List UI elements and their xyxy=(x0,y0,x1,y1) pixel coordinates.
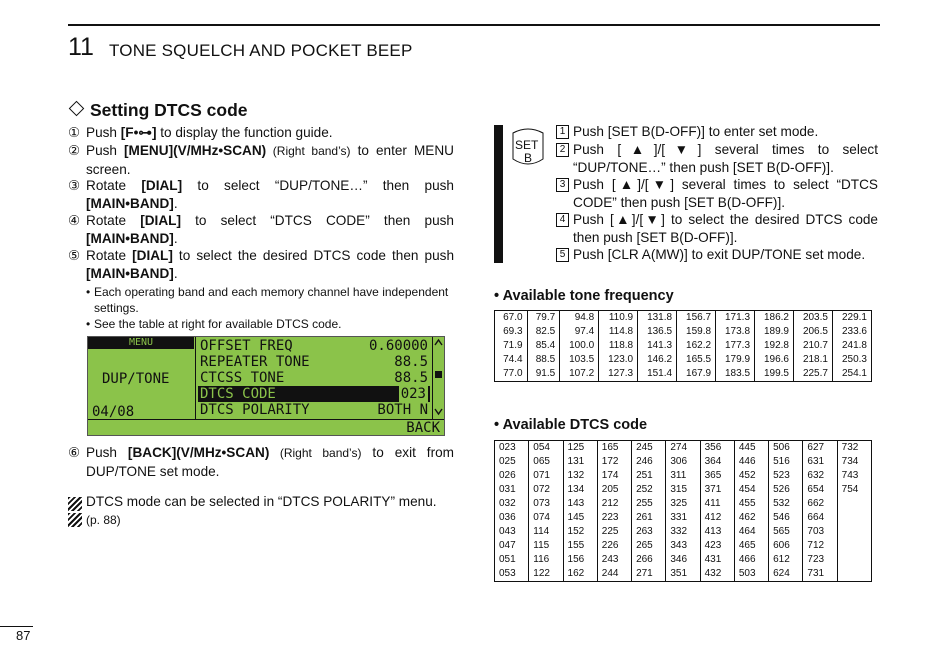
set-step-1 xyxy=(556,123,878,141)
key-dial: [DIAL] xyxy=(132,248,173,263)
key-main-band: [MAIN•BAND] xyxy=(86,230,174,246)
table-cell: 132 xyxy=(563,469,597,483)
section-title xyxy=(68,100,248,121)
table-cell: 423 xyxy=(700,539,734,553)
table-cell: 466 xyxy=(734,553,768,567)
table-cell: 155 xyxy=(563,539,597,553)
set-step-3 xyxy=(556,176,878,211)
lcd-menu-row xyxy=(198,338,430,354)
table-cell: 67.0 xyxy=(495,311,528,326)
table-cell: 143 xyxy=(563,497,597,511)
table-row xyxy=(495,497,872,511)
step-number: ③ xyxy=(68,178,81,193)
table-cell: 243 xyxy=(597,553,631,567)
table-cell: 131.8 xyxy=(638,311,677,326)
table-cell: 131 xyxy=(563,455,597,469)
step-text: . xyxy=(173,230,178,246)
table-cell: 94.8 xyxy=(560,311,599,326)
table-cell: 306 xyxy=(666,455,700,469)
set-step-number: 3 xyxy=(556,178,569,192)
table-cell: 455 xyxy=(734,497,768,511)
table-cell: 165.5 xyxy=(677,353,716,367)
table-cell: 532 xyxy=(769,497,803,511)
table-cell: 031 xyxy=(495,483,529,497)
table-cell: 118.8 xyxy=(599,339,638,353)
step-number: ② xyxy=(68,143,81,158)
table-cell: 311 xyxy=(666,469,700,483)
key-back: [BACK](V/MHz•SCAN) xyxy=(127,445,270,460)
table-row xyxy=(495,441,872,456)
diamond-icon xyxy=(69,101,85,117)
note-text: See the table at right for available DTCS code. xyxy=(94,317,342,331)
step-text: Rotate xyxy=(86,213,141,228)
table-cell: 206.5 xyxy=(794,325,833,339)
table-cell: 325 xyxy=(666,497,700,511)
table-cell: 274 xyxy=(666,441,700,456)
step-5 xyxy=(68,247,454,282)
key-menu: [MENU](V/MHz•SCAN) xyxy=(124,143,267,158)
table-row xyxy=(495,539,872,553)
table-cell: 199.5 xyxy=(755,367,794,382)
table-cell: 110.9 xyxy=(599,311,638,326)
set-step-number: 2 xyxy=(556,143,569,157)
lcd-display xyxy=(87,336,445,436)
table-cell: 627 xyxy=(803,441,837,456)
table-cell: 412 xyxy=(700,511,734,525)
set-step-number: 5 xyxy=(556,248,569,262)
table-cell: 043 xyxy=(495,525,529,539)
table-cell: 172 xyxy=(597,455,631,469)
step-text: Push xyxy=(86,143,125,158)
table-cell: 506 xyxy=(769,441,803,456)
table-cell: 171.3 xyxy=(716,311,755,326)
table-cell: 263 xyxy=(632,525,666,539)
table-cell: 114.8 xyxy=(599,325,638,339)
table-cell: 413 xyxy=(700,525,734,539)
set-step-number: 4 xyxy=(556,213,569,227)
table-cell: 241.8 xyxy=(832,339,871,353)
lcd-menu-row xyxy=(198,370,430,386)
table-cell: 165 xyxy=(597,441,631,456)
note-2: • See the table at right for available DTCS code. xyxy=(86,316,456,332)
step-text: to select the desired DTCS code then push xyxy=(172,248,455,263)
table-cell: 173.8 xyxy=(716,325,755,339)
table-cell: 189.9 xyxy=(755,325,794,339)
table-cell: 146.2 xyxy=(638,353,677,367)
table-cell: 125 xyxy=(563,441,597,456)
step-text: Push xyxy=(86,445,128,460)
set-step-4 xyxy=(556,211,878,246)
table-cell: 526 xyxy=(769,483,803,497)
table-cell: 023 xyxy=(495,441,529,456)
table-cell: 134 xyxy=(563,483,597,497)
lcd-row-value: 0.60000 xyxy=(368,338,428,354)
set-step-text: Push [SET B(D-OFF)] to enter set mode. xyxy=(573,124,819,139)
table-cell: 250.3 xyxy=(832,353,871,367)
step-text: Rotate xyxy=(86,178,142,193)
table-cell: 97.4 xyxy=(560,325,599,339)
table-cell: 252 xyxy=(632,483,666,497)
table-cell: 266 xyxy=(632,553,666,567)
table-cell: 743 xyxy=(837,469,871,483)
lcd-row-key: DTCS POLARITY xyxy=(200,402,310,418)
table-row xyxy=(495,525,872,539)
step-text: . xyxy=(173,265,178,281)
table-cell: 183.5 xyxy=(716,367,755,382)
table-cell: 162.2 xyxy=(677,339,716,353)
set-step-2 xyxy=(556,141,878,176)
table-cell: 026 xyxy=(495,469,529,483)
step-text: to exit from DUP/TONE set mode. xyxy=(86,445,454,479)
table-cell: 203.5 xyxy=(794,311,833,326)
lcd-row-key: DTCS CODE xyxy=(200,386,276,402)
key-main-band: [MAIN•BAND] xyxy=(86,265,174,281)
lcd-menu-row xyxy=(198,354,430,370)
chapter-title: TONE SQUELCH AND POCKET BEEP xyxy=(109,41,413,60)
memo-ref: (p. 88) xyxy=(86,513,121,527)
set-step-text: Push [▲]/[▼] several times to select “DTCS CODE” then push [SET B(D-OFF)]. xyxy=(573,177,878,210)
key-dial: [DIAL] xyxy=(140,213,181,228)
key-function: [F•⊶] xyxy=(120,125,157,140)
side-bar xyxy=(494,125,503,263)
step-text: Push xyxy=(86,125,121,140)
table-cell: 85.4 xyxy=(527,339,560,353)
lcd-menu-label: MENU xyxy=(88,337,194,349)
table-cell: 186.2 xyxy=(755,311,794,326)
table-cell xyxy=(837,567,871,582)
table-cell: 074 xyxy=(529,511,563,525)
table-cell: 371 xyxy=(700,483,734,497)
lcd-menu-row-selected xyxy=(198,386,430,402)
table-cell: 145 xyxy=(563,511,597,525)
memo-icon xyxy=(68,497,82,511)
table-cell: 212 xyxy=(597,497,631,511)
table-row xyxy=(495,567,872,582)
table-row xyxy=(495,455,872,469)
step-text: . xyxy=(173,195,178,211)
lcd-row-value: 88.5 xyxy=(394,370,428,386)
table-cell: 032 xyxy=(495,497,529,511)
table-cell: 82.5 xyxy=(527,325,560,339)
table-cell: 71.9 xyxy=(495,339,528,353)
table-cell: 88.5 xyxy=(527,353,560,367)
table-row xyxy=(495,367,872,382)
table-cell: 632 xyxy=(803,469,837,483)
table-cell: 073 xyxy=(529,497,563,511)
step-text: to enter MENU screen. xyxy=(86,143,454,177)
lcd-category: DUP/TONE xyxy=(102,371,170,387)
table-cell: 196.6 xyxy=(755,353,794,367)
table-cell: 445 xyxy=(734,441,768,456)
step-number: ④ xyxy=(68,213,81,228)
table-cell: 77.0 xyxy=(495,367,528,382)
page-number: 87 xyxy=(16,628,31,643)
table-row xyxy=(495,311,872,326)
table-cell: 103.5 xyxy=(560,353,599,367)
lcd-row-key: CTCSS TONE xyxy=(200,370,285,386)
table-cell: 177.3 xyxy=(716,339,755,353)
table-cell: 226 xyxy=(597,539,631,553)
step-text: to display the function guide. xyxy=(156,125,333,140)
dtcs-code-table xyxy=(494,440,872,582)
table-cell: 446 xyxy=(734,455,768,469)
table-cell: 162 xyxy=(563,567,597,582)
table-cell xyxy=(837,525,871,539)
lcd-row-value: 88.5 xyxy=(394,354,428,370)
lcd-back-row xyxy=(88,419,444,436)
table-cell: 452 xyxy=(734,469,768,483)
table-cell: 69.3 xyxy=(495,325,528,339)
table-cell: 229.1 xyxy=(832,311,871,326)
table-cell: 432 xyxy=(700,567,734,582)
table-cell: 503 xyxy=(734,567,768,582)
lcd-divider xyxy=(195,337,196,419)
table-cell: 036 xyxy=(495,511,529,525)
table-cell: 624 xyxy=(769,567,803,582)
table-cell: 156 xyxy=(563,553,597,567)
table-cell: 072 xyxy=(529,483,563,497)
table-cell: 025 xyxy=(495,455,529,469)
table-cell: 245 xyxy=(632,441,666,456)
table-cell: 516 xyxy=(769,455,803,469)
table-cell: 136.5 xyxy=(638,325,677,339)
table-row xyxy=(495,469,872,483)
lcd-page-indicator: 04/08 xyxy=(92,404,135,420)
set-key-icon xyxy=(511,127,545,167)
table-cell: 664 xyxy=(803,511,837,525)
step-number: ① xyxy=(68,125,81,140)
table-cell: 565 xyxy=(769,525,803,539)
table-row xyxy=(495,339,872,353)
set-step-5 xyxy=(556,246,878,264)
table-cell: 107.2 xyxy=(560,367,599,382)
table-cell: 712 xyxy=(803,539,837,553)
table-cell: 218.1 xyxy=(794,353,833,367)
lcd-back-label: BACK xyxy=(406,420,440,436)
table-cell: 116 xyxy=(529,553,563,567)
tone-frequency-table xyxy=(494,310,872,382)
table-cell: 703 xyxy=(803,525,837,539)
table-cell: 265 xyxy=(632,539,666,553)
table-cell: 454 xyxy=(734,483,768,497)
table-cell: 364 xyxy=(700,455,734,469)
table-cell: 159.8 xyxy=(677,325,716,339)
step-number: ⑥ xyxy=(68,445,81,460)
step-number: ⑤ xyxy=(68,248,81,263)
table-cell: 246 xyxy=(632,455,666,469)
table-cell: 79.7 xyxy=(527,311,560,326)
step-6 xyxy=(68,444,454,480)
step-note: (Right band’s) xyxy=(266,144,351,158)
table-cell: 606 xyxy=(769,539,803,553)
table-cell: 315 xyxy=(666,483,700,497)
table-cell: 654 xyxy=(803,483,837,497)
table-cell: 054 xyxy=(529,441,563,456)
table-cell: 115 xyxy=(529,539,563,553)
table-cell: 114 xyxy=(529,525,563,539)
table-cell: 123.0 xyxy=(599,353,638,367)
table-cell: 723 xyxy=(803,553,837,567)
table-cell: 251 xyxy=(632,469,666,483)
table-cell: 91.5 xyxy=(527,367,560,382)
note-1: • Each operating band and each memory channel have independent settings. xyxy=(86,284,456,316)
set-key-sub: B xyxy=(524,151,533,165)
table-cell: 071 xyxy=(529,469,563,483)
table-cell: 122 xyxy=(529,567,563,582)
table-cell: 731 xyxy=(803,567,837,582)
step-2 xyxy=(68,142,454,178)
footer-rule xyxy=(0,626,33,627)
set-step-text: Push [▲]/[▼] to select the desired DTCS code then push [SET B(D-OFF)]. xyxy=(573,212,878,245)
dtcs-heading: • Available DTCS code xyxy=(494,417,648,433)
table-cell: 179.9 xyxy=(716,353,755,367)
table-cell: 462 xyxy=(734,511,768,525)
table-cell: 225 xyxy=(597,525,631,539)
key-dial: [DIAL] xyxy=(141,178,183,193)
step-4 xyxy=(68,212,454,247)
lcd-menu-row xyxy=(198,402,430,418)
table-cell: 343 xyxy=(666,539,700,553)
step-3 xyxy=(68,177,454,212)
table-cell: 631 xyxy=(803,455,837,469)
table-cell: 127.3 xyxy=(599,367,638,382)
table-cell: 255 xyxy=(632,497,666,511)
table-cell: 244 xyxy=(597,567,631,582)
table-cell: 174 xyxy=(597,469,631,483)
table-cell: 356 xyxy=(700,441,734,456)
table-cell: 346 xyxy=(666,553,700,567)
memo-text: DTCS mode can be selected in “DTCS POLARITY” menu. xyxy=(86,494,437,509)
step-text: to select “DUP/TONE…” then push xyxy=(182,178,454,193)
table-cell: 464 xyxy=(734,525,768,539)
set-step-text: Push [▲]/[▼] several times to select “DUP/TONE…” then push [SET B(D-OFF)]. xyxy=(573,142,878,175)
table-cell: 223 xyxy=(597,511,631,525)
table-cell: 047 xyxy=(495,539,529,553)
step-note: (Right band’s) xyxy=(269,446,362,460)
table-row xyxy=(495,483,872,497)
tone-heading: • Available tone frequency xyxy=(494,288,674,304)
table-cell xyxy=(837,497,871,511)
lcd-row-key: REPEATER TONE xyxy=(200,354,310,370)
table-cell xyxy=(837,553,871,567)
step-1 xyxy=(68,124,454,142)
table-cell: 662 xyxy=(803,497,837,511)
table-cell: 734 xyxy=(837,455,871,469)
table-cell: 332 xyxy=(666,525,700,539)
table-cell: 431 xyxy=(700,553,734,567)
set-key-label: SET xyxy=(515,138,539,152)
table-cell: 225.7 xyxy=(794,367,833,382)
table-cell: 167.9 xyxy=(677,367,716,382)
table-cell xyxy=(837,511,871,525)
table-cell: 100.0 xyxy=(560,339,599,353)
table-cell: 152 xyxy=(563,525,597,539)
table-cell: 546 xyxy=(769,511,803,525)
table-cell: 151.4 xyxy=(638,367,677,382)
lcd-row-value: 023 xyxy=(400,386,426,402)
lcd-scrollbar xyxy=(432,337,444,419)
table-row xyxy=(495,325,872,339)
table-cell: 205 xyxy=(597,483,631,497)
table-cell: 754 xyxy=(837,483,871,497)
table-cell: 051 xyxy=(495,553,529,567)
step-text: to select “DTCS CODE” then push xyxy=(180,213,454,228)
top-rule xyxy=(68,24,880,26)
table-cell: 351 xyxy=(666,567,700,582)
section-title-text: Setting DTCS code xyxy=(90,100,248,120)
table-cell: 465 xyxy=(734,539,768,553)
table-cell: 331 xyxy=(666,511,700,525)
table-cell: 523 xyxy=(769,469,803,483)
table-cell: 261 xyxy=(632,511,666,525)
scroll-arrows-icon xyxy=(433,337,444,419)
table-cell: 612 xyxy=(769,553,803,567)
table-cell: 053 xyxy=(495,567,529,582)
table-cell: 210.7 xyxy=(794,339,833,353)
step-text: Rotate xyxy=(86,248,133,263)
table-cell: 065 xyxy=(529,455,563,469)
table-cell: 233.6 xyxy=(832,325,871,339)
lcd-row-value: BOTH N xyxy=(377,402,428,418)
table-cell: 411 xyxy=(700,497,734,511)
key-main-band: [MAIN•BAND] xyxy=(86,195,174,211)
table-row xyxy=(495,353,872,367)
lcd-row-key: OFFSET FREQ xyxy=(200,338,293,354)
table-cell: 74.4 xyxy=(495,353,528,367)
table-row xyxy=(495,511,872,525)
table-cell: 141.3 xyxy=(638,339,677,353)
table-cell xyxy=(837,539,871,553)
table-row xyxy=(495,553,872,567)
table-cell: 192.8 xyxy=(755,339,794,353)
table-cell: 156.7 xyxy=(677,311,716,326)
table-cell: 732 xyxy=(837,441,871,456)
note-text: Each operating band and each memory channel have independent settings. xyxy=(94,285,449,315)
chapter-number: 11 xyxy=(68,33,94,61)
set-step-text: Push [CLR A(MW)] to exit DUP/TONE set mode. xyxy=(573,247,866,262)
table-cell: 254.1 xyxy=(832,367,871,382)
table-cell: 365 xyxy=(700,469,734,483)
memo-icon xyxy=(68,513,82,527)
table-cell: 271 xyxy=(632,567,666,582)
set-step-number: 1 xyxy=(556,125,569,139)
